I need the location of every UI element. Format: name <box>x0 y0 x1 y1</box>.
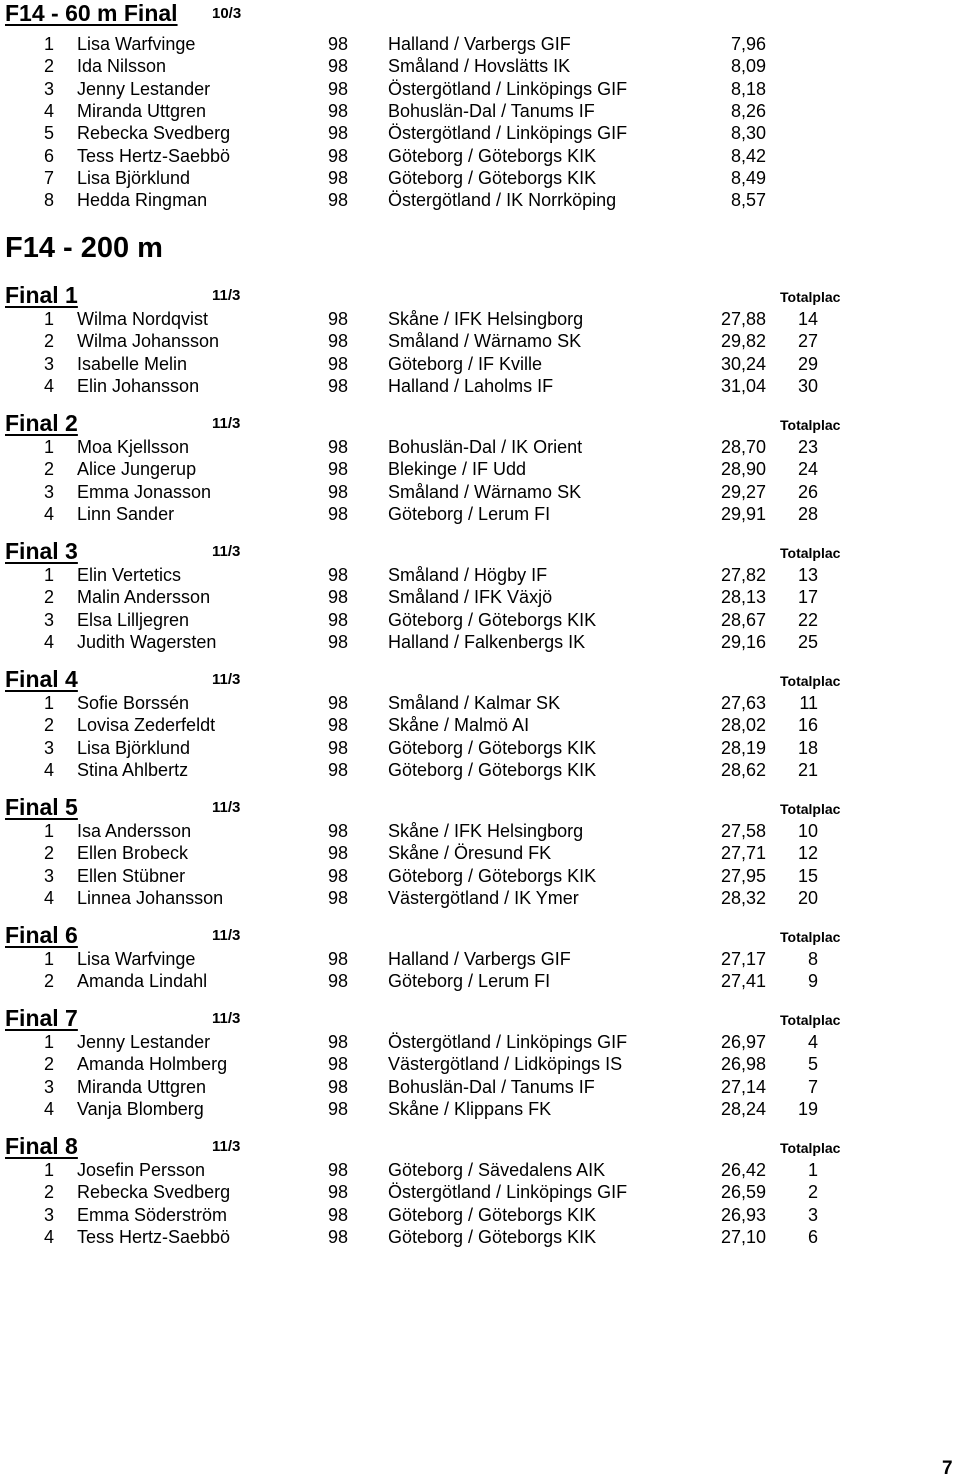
result-time: 27,71 <box>720 843 766 863</box>
total-place: 20 <box>797 888 818 908</box>
club-name: Göteborg / Göteborgs KIK <box>388 610 597 630</box>
club-name: Göteborg / Göteborgs KIK <box>388 168 597 188</box>
club-name: Göteborg / Sävedalens AIK <box>388 1160 606 1180</box>
total-place: 27 <box>797 331 818 351</box>
place-cell: 4 <box>43 101 54 121</box>
place-cell: 1 <box>43 34 54 54</box>
athlete-name: Miranda Uttgren <box>77 101 207 121</box>
place-cell: 2 <box>43 843 54 863</box>
club-name: Bohuslän-Dal / Tanums IF <box>388 1077 595 1097</box>
place-cell: 1 <box>43 821 54 841</box>
result-row <box>0 481 900 503</box>
result-row <box>0 1031 900 1053</box>
birth-year: 98 <box>328 1160 349 1180</box>
total-place: 7 <box>807 1077 818 1097</box>
total-place: 21 <box>797 760 818 780</box>
result-row <box>0 759 900 781</box>
club-name: Västergötland / IK Ymer <box>388 888 579 908</box>
club-name: Göteborg / Lerum FI <box>388 971 551 991</box>
athlete-name: Lovisa Zederfeldt <box>77 715 216 735</box>
total-place: 26 <box>797 482 818 502</box>
heat-date: 11/3 <box>212 287 241 304</box>
total-place: 24 <box>797 459 818 479</box>
heat-title-text: Final 7 <box>5 1005 78 1031</box>
total-place: 11 <box>799 693 818 713</box>
result-time: 27,17 <box>720 949 766 969</box>
total-place-header: Totalplac <box>780 545 841 561</box>
total-place-header: Totalplac <box>780 1140 841 1156</box>
place-cell: 2 <box>43 459 54 479</box>
result-time: 31,04 <box>720 376 766 396</box>
athlete-name: Rebecka Svedberg <box>77 123 231 143</box>
athlete-name: Rebecka Svedberg <box>77 1182 231 1202</box>
place-cell: 1 <box>43 693 54 713</box>
birth-year: 98 <box>328 34 349 54</box>
result-row <box>0 948 900 970</box>
total-place-header: Totalplac <box>780 1012 841 1028</box>
athlete-name: Elsa Lilljegren <box>77 610 190 630</box>
result-time: 8,42 <box>730 146 766 166</box>
heat-title <box>5 1005 78 1031</box>
club-name: Göteborg / Göteborgs KIK <box>388 1227 597 1247</box>
birth-year: 98 <box>328 79 349 99</box>
athlete-name: Vanja Blomberg <box>77 1099 204 1119</box>
birth-year: 98 <box>328 632 349 652</box>
club-name: Östergötland / Linköpings GIF <box>388 123 628 143</box>
birth-year: 98 <box>328 888 349 908</box>
birth-year: 98 <box>328 971 349 991</box>
club-name: Bohuslän-Dal / Tanums IF <box>388 101 595 121</box>
heat-date: 11/3 <box>212 415 241 432</box>
birth-year: 98 <box>328 168 349 188</box>
event1-title <box>5 0 178 26</box>
heat-title <box>5 282 78 308</box>
result-row <box>0 692 900 714</box>
club-name: Göteborg / Göteborgs KIK <box>388 760 597 780</box>
total-place: 6 <box>807 1227 818 1247</box>
athlete-name: Elin Johansson <box>77 376 200 396</box>
total-place: 18 <box>797 738 818 758</box>
club-name: Göteborg / IF Kville <box>388 354 543 374</box>
total-place: 30 <box>797 376 818 396</box>
result-time: 28,02 <box>720 715 766 735</box>
athlete-name: Linnea Johansson <box>77 888 224 908</box>
result-time: 8,18 <box>730 79 766 99</box>
result-time: 29,82 <box>720 331 766 351</box>
place-cell: 2 <box>43 1182 54 1202</box>
heat-title-text: Final 6 <box>5 922 78 948</box>
heat-title-text: Final 3 <box>5 538 78 564</box>
birth-year: 98 <box>328 331 349 351</box>
birth-year: 98 <box>328 565 349 585</box>
total-place-header: Totalplac <box>780 417 841 433</box>
total-place: 15 <box>797 866 818 886</box>
page-number: 7 <box>942 1458 953 1479</box>
total-place: 10 <box>797 821 818 841</box>
result-time: 26,42 <box>720 1160 766 1180</box>
place-cell: 3 <box>43 79 54 99</box>
result-time: 28,32 <box>720 888 766 908</box>
heat-title <box>5 538 78 564</box>
athlete-name: Ellen Stübner <box>77 866 186 886</box>
result-time: 29,16 <box>720 632 766 652</box>
result-row <box>0 609 900 631</box>
place-cell: 3 <box>43 610 54 630</box>
birth-year: 98 <box>328 504 349 524</box>
result-row <box>0 1053 900 1075</box>
result-time: 26,97 <box>720 1032 766 1052</box>
result-row <box>0 1098 900 1120</box>
place-cell: 2 <box>43 715 54 735</box>
birth-year: 98 <box>328 610 349 630</box>
event2-title: F14 - 200 m <box>5 232 163 264</box>
club-name: Göteborg / Göteborgs KIK <box>388 1205 597 1225</box>
athlete-name: Linn Sander <box>77 504 175 524</box>
total-place-header: Totalplac <box>780 673 841 689</box>
club-name: Göteborg / Lerum FI <box>388 504 551 524</box>
result-time: 26,93 <box>720 1205 766 1225</box>
birth-year: 98 <box>328 760 349 780</box>
athlete-name: Alice Jungerup <box>77 459 197 479</box>
result-time: 8,26 <box>730 101 766 121</box>
result-row <box>0 820 900 842</box>
birth-year: 98 <box>328 123 349 143</box>
place-cell: 3 <box>43 1205 54 1225</box>
result-time: 28,19 <box>720 738 766 758</box>
total-place: 28 <box>797 504 818 524</box>
birth-year: 98 <box>328 1205 349 1225</box>
result-time: 8,57 <box>730 190 766 210</box>
birth-year: 98 <box>328 1227 349 1247</box>
birth-year: 98 <box>328 482 349 502</box>
result-row <box>0 1204 900 1226</box>
birth-year: 98 <box>328 1054 349 1074</box>
total-place: 2 <box>807 1182 818 1202</box>
place-cell: 4 <box>43 504 54 524</box>
place-cell: 3 <box>43 354 54 374</box>
total-place: 19 <box>797 1099 818 1119</box>
result-time: 27,88 <box>720 309 766 329</box>
place-cell: 1 <box>43 437 54 457</box>
club-name: Småland / Kalmar SK <box>388 693 561 713</box>
birth-year: 98 <box>328 821 349 841</box>
birth-year: 98 <box>328 715 349 735</box>
result-row <box>0 1076 900 1098</box>
place-cell: 4 <box>43 760 54 780</box>
total-place: 23 <box>797 437 818 457</box>
result-time: 28,67 <box>720 610 766 630</box>
athlete-name: Jenny Lestander <box>77 1032 211 1052</box>
club-name: Göteborg / Göteborgs KIK <box>388 866 597 886</box>
result-time: 8,30 <box>730 123 766 143</box>
heat-title <box>5 1133 78 1159</box>
birth-year: 98 <box>328 376 349 396</box>
result-time: 28,70 <box>720 437 766 457</box>
place-cell: 6 <box>43 146 54 166</box>
athlete-name: Tess Hertz-Saebbö <box>77 146 231 166</box>
result-row <box>0 737 900 759</box>
heat-title <box>5 794 78 820</box>
heat-title-text: Final 1 <box>5 282 78 308</box>
club-name: Blekinge / IF Udd <box>388 459 527 479</box>
result-time: 27,95 <box>720 866 766 886</box>
heat-title-text: Final 4 <box>5 666 78 692</box>
heat-title-text: Final 2 <box>5 410 78 436</box>
result-time: 27,10 <box>720 1227 766 1247</box>
club-name: Halland / Falkenbergs IK <box>388 632 586 652</box>
place-cell: 2 <box>43 1054 54 1074</box>
total-place: 12 <box>797 843 818 863</box>
place-cell: 4 <box>43 376 54 396</box>
result-row <box>0 842 900 864</box>
place-cell: 1 <box>43 309 54 329</box>
result-row <box>0 458 900 480</box>
athlete-name: Jenny Lestander <box>77 79 211 99</box>
athlete-name: Tess Hertz-Saebbö <box>77 1227 231 1247</box>
athlete-name: Stina Ahlbertz <box>77 760 189 780</box>
birth-year: 98 <box>328 354 349 374</box>
athlete-name: Lisa Björklund <box>77 168 191 188</box>
club-name: Småland / Högby IF <box>388 565 548 585</box>
result-row <box>0 167 900 189</box>
athlete-name: Wilma Johansson <box>77 331 220 351</box>
result-row <box>0 503 900 525</box>
heat-date: 11/3 <box>212 799 241 816</box>
club-name: Småland / Hovslätts IK <box>388 56 571 76</box>
athlete-name: Elin Vertetics <box>77 565 182 585</box>
result-time: 27,14 <box>720 1077 766 1097</box>
total-place: 17 <box>797 587 818 607</box>
athlete-name: Lisa Warfvinge <box>77 34 196 54</box>
result-row <box>0 78 900 100</box>
total-place: 5 <box>807 1054 818 1074</box>
athlete-name: Lisa Warfvinge <box>77 949 196 969</box>
club-name: Halland / Varbergs GIF <box>388 949 571 969</box>
result-time: 27,82 <box>720 565 766 585</box>
result-time: 26,59 <box>720 1182 766 1202</box>
birth-year: 98 <box>328 56 349 76</box>
athlete-name: Amanda Lindahl <box>77 971 208 991</box>
result-row <box>0 436 900 458</box>
place-cell: 3 <box>43 866 54 886</box>
total-place-header: Totalplac <box>780 801 841 817</box>
birth-year: 98 <box>328 190 349 210</box>
birth-year: 98 <box>328 866 349 886</box>
result-row <box>0 586 900 608</box>
result-time: 26,98 <box>720 1054 766 1074</box>
birth-year: 98 <box>328 1182 349 1202</box>
total-place: 14 <box>797 309 818 329</box>
club-name: Småland / Wärnamo SK <box>388 331 582 351</box>
heat-title <box>5 666 78 692</box>
birth-year: 98 <box>328 437 349 457</box>
athlete-name: Miranda Uttgren <box>77 1077 207 1097</box>
birth-year: 98 <box>328 843 349 863</box>
result-row <box>0 714 900 736</box>
total-place: 9 <box>807 971 818 991</box>
place-cell: 1 <box>43 1032 54 1052</box>
club-name: Östergötland / Linköpings GIF <box>388 1032 628 1052</box>
result-time: 7,96 <box>730 34 766 54</box>
club-name: Göteborg / Göteborgs KIK <box>388 738 597 758</box>
birth-year: 98 <box>328 738 349 758</box>
athlete-name: Josefin Persson <box>77 1160 206 1180</box>
result-time: 8,09 <box>730 56 766 76</box>
total-place: 16 <box>797 715 818 735</box>
place-cell: 2 <box>43 331 54 351</box>
athlete-name: Wilma Nordqvist <box>77 309 209 329</box>
result-row <box>0 564 900 586</box>
place-cell: 8 <box>43 190 54 210</box>
total-place: 22 <box>797 610 818 630</box>
athlete-name: Lisa Björklund <box>77 738 191 758</box>
total-place: 8 <box>807 949 818 969</box>
heat-title <box>5 410 78 436</box>
heat-date: 11/3 <box>212 927 241 944</box>
result-time: 27,63 <box>720 693 766 713</box>
club-name: Skåne / Öresund FK <box>388 843 552 863</box>
result-time: 28,24 <box>720 1099 766 1119</box>
result-row <box>0 122 900 144</box>
club-name: Östergötland / IK Norrköping <box>388 190 617 210</box>
place-cell: 4 <box>43 1227 54 1247</box>
result-row <box>0 55 900 77</box>
athlete-name: Amanda Holmberg <box>77 1054 228 1074</box>
place-cell: 1 <box>43 949 54 969</box>
birth-year: 98 <box>328 587 349 607</box>
total-place: 29 <box>797 354 818 374</box>
place-cell: 4 <box>43 632 54 652</box>
total-place: 3 <box>807 1205 818 1225</box>
athlete-name: Ida Nilsson <box>77 56 167 76</box>
birth-year: 98 <box>328 459 349 479</box>
result-row <box>0 330 900 352</box>
total-place-header: Totalplac <box>780 929 841 945</box>
birth-year: 98 <box>328 949 349 969</box>
result-row <box>0 970 900 992</box>
result-time: 28,90 <box>720 459 766 479</box>
athlete-name: Emma Söderström <box>77 1205 228 1225</box>
place-cell: 3 <box>43 738 54 758</box>
heat-date: 11/3 <box>212 1138 241 1155</box>
heat-title-text: Final 5 <box>5 794 78 820</box>
club-name: Bohuslän-Dal / IK Orient <box>388 437 583 457</box>
athlete-name: Hedda Ringman <box>77 190 208 210</box>
result-time: 8,49 <box>730 168 766 188</box>
event1-date: 10/3 <box>212 5 242 22</box>
club-name: Småland / IFK Växjö <box>388 587 553 607</box>
club-name: Skåne / IFK Helsingborg <box>388 821 584 841</box>
result-time: 29,27 <box>720 482 766 502</box>
birth-year: 98 <box>328 146 349 166</box>
result-time: 27,58 <box>720 821 766 841</box>
result-row <box>0 308 900 330</box>
total-place: 1 <box>807 1160 818 1180</box>
place-cell: 4 <box>43 888 54 908</box>
heat-title <box>5 922 78 948</box>
result-row <box>0 865 900 887</box>
result-time: 27,41 <box>720 971 766 991</box>
place-cell: 2 <box>43 56 54 76</box>
club-name: Skåne / Malmö AI <box>388 715 530 735</box>
club-name: Östergötland / Linköpings GIF <box>388 1182 628 1202</box>
athlete-name: Emma Jonasson <box>77 482 212 502</box>
place-cell: 2 <box>43 971 54 991</box>
place-cell: 5 <box>43 123 54 143</box>
result-row <box>0 375 900 397</box>
result-time: 28,13 <box>720 587 766 607</box>
heat-date: 11/3 <box>212 671 241 688</box>
athlete-name: Isabelle Melin <box>77 354 188 374</box>
club-name: Göteborg / Göteborgs KIK <box>388 146 597 166</box>
total-place-header: Totalplac <box>780 289 841 305</box>
result-row <box>0 353 900 375</box>
club-name: Skåne / IFK Helsingborg <box>388 309 584 329</box>
heat-title-text: Final 8 <box>5 1133 78 1159</box>
place-cell: 1 <box>43 1160 54 1180</box>
birth-year: 98 <box>328 1032 349 1052</box>
birth-year: 98 <box>328 101 349 121</box>
result-row <box>0 887 900 909</box>
result-row <box>0 33 900 55</box>
club-name: Skåne / Klippans FK <box>388 1099 552 1119</box>
result-row <box>0 1159 900 1181</box>
heat-date: 11/3 <box>212 543 241 560</box>
result-row <box>0 1181 900 1203</box>
club-name: Östergötland / Linköpings GIF <box>388 79 628 99</box>
place-cell: 3 <box>43 482 54 502</box>
total-place: 25 <box>797 632 818 652</box>
athlete-name: Judith Wagersten <box>77 632 217 652</box>
athlete-name: Isa Andersson <box>77 821 192 841</box>
place-cell: 1 <box>43 565 54 585</box>
athlete-name: Moa Kjellsson <box>77 437 190 457</box>
result-row <box>0 145 900 167</box>
birth-year: 98 <box>328 1099 349 1119</box>
result-time: 29,91 <box>720 504 766 524</box>
birth-year: 98 <box>328 309 349 329</box>
heat-date: 11/3 <box>212 1010 241 1027</box>
club-name: Västergötland / Lidköpings IS <box>388 1054 623 1074</box>
total-place: 4 <box>807 1032 818 1052</box>
athlete-name: Ellen Brobeck <box>77 843 189 863</box>
club-name: Halland / Laholms IF <box>388 376 554 396</box>
place-cell: 2 <box>43 587 54 607</box>
result-row <box>0 631 900 653</box>
result-row <box>0 1226 900 1248</box>
result-row <box>0 189 900 211</box>
club-name: Halland / Varbergs GIF <box>388 34 571 54</box>
birth-year: 98 <box>328 1077 349 1097</box>
total-place: 13 <box>797 565 818 585</box>
result-time: 28,62 <box>720 760 766 780</box>
place-cell: 4 <box>43 1099 54 1119</box>
birth-year: 98 <box>328 693 349 713</box>
place-cell: 7 <box>43 168 54 188</box>
athlete-name: Sofie Borssén <box>77 693 190 713</box>
club-name: Småland / Wärnamo SK <box>388 482 582 502</box>
athlete-name: Malin Andersson <box>77 587 211 607</box>
place-cell: 3 <box>43 1077 54 1097</box>
result-time: 30,24 <box>720 354 766 374</box>
event1-title-text: F14 - 60 m Final <box>5 0 178 26</box>
result-row <box>0 100 900 122</box>
